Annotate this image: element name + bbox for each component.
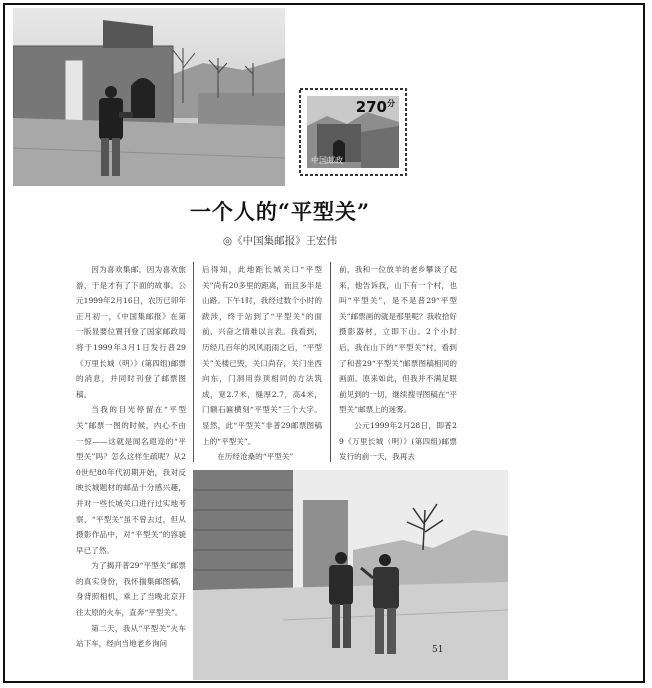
text-column-2	[202, 262, 322, 465]
stamp-value: $270^分$	[355, 98, 395, 116]
stamp-country: 中国邮政	[311, 156, 343, 165]
column-divider	[193, 262, 194, 462]
stamp-pingxingguan	[299, 88, 407, 176]
paragraph: 为了揭开普29“平型关”邮票的真实身份，我怀揣集邮图稿，身背照相机，乘上了当晚北京开往太原的火车，直奔“平型关”。	[76, 561, 186, 618]
paragraph: 后得知，此地距长城关口“平型关”尚有20多里的距离，而且多半是山路。下午1时，我经过数个小时的跋涉，终于站到了“平型关”的面前，兴奋之情难以言表。我看到，历经几百年的风风雨雨之后，“平型关”关楼已毁，关口尚存，关门坐西向东，门洞用券顶相同的方法筑成，宽2.7米，缝厚2.7，高4米，门额石匾横刻“平型关”三个大字。显然，此“平型关”非普29邮票图稿上的“平型关”。	[202, 265, 322, 446]
paragraph: 前，我和一位放羊的老乡攀谈了起来，他告诉我，山下有一个村，也叫“平型关”，是不是普29“平型关”邮票画的就是那里呢？我收拾好摄影器材，立即下山。2个小时后，我在山下的“平型关”村，看到了和普29“平型关”邮票图稿相同的画面。原来如此，但我并不满足眼前见到的一切，继续搜寻图稿在“平型关”邮票上的迷雾。	[339, 265, 457, 415]
bottom-photo-two-men-at-wall	[193, 470, 508, 680]
text-column-3	[339, 262, 457, 465]
paragraph: 在历经沧桑的“平型关”	[217, 452, 294, 462]
paragraph: 第二天，我从“平型关”火车站下车，经向当地老乡询问	[76, 623, 186, 649]
top-photo-author-at-gate	[13, 8, 285, 186]
page-number: 51	[432, 645, 444, 655]
column-divider	[330, 262, 331, 462]
paragraph: 公元1999年2月28日，即普29《万里长城（明）》(第四组)邮票发行的前一天，我再去	[339, 420, 457, 462]
article-title: 一个人的“平型关”	[189, 199, 371, 224]
article-byline: ◎《中国集邮报》王宏伟	[222, 235, 338, 247]
paragraph: 因为喜欢集邮，因为喜欢旅游，于是才有了下面的故事。公元1999年2月16日，农历已卯年正月初一，《中国集邮报》在第一版显要位置刊登了国家邮政局将于1999年3月1日发行普29《万里长城（明）》(第四组)邮票的消息，并同时刊登了邮票图稿。	[76, 265, 186, 399]
paragraph: 当我的目光停留在“平型关”邮票一图的时候，内心不由一惊——这就是闻名遐迩的“平型关”吗？怎么这样生疏呢？从20世纪80年代初期开始，我对反映长城题材的邮品十分感兴趣，并对一些长城关口进行过实地考察，“平型关”虽不曾去过，但从摄影作品中，对“平型关”的容貌早已了然。	[76, 405, 186, 555]
text-column-1	[76, 262, 186, 652]
